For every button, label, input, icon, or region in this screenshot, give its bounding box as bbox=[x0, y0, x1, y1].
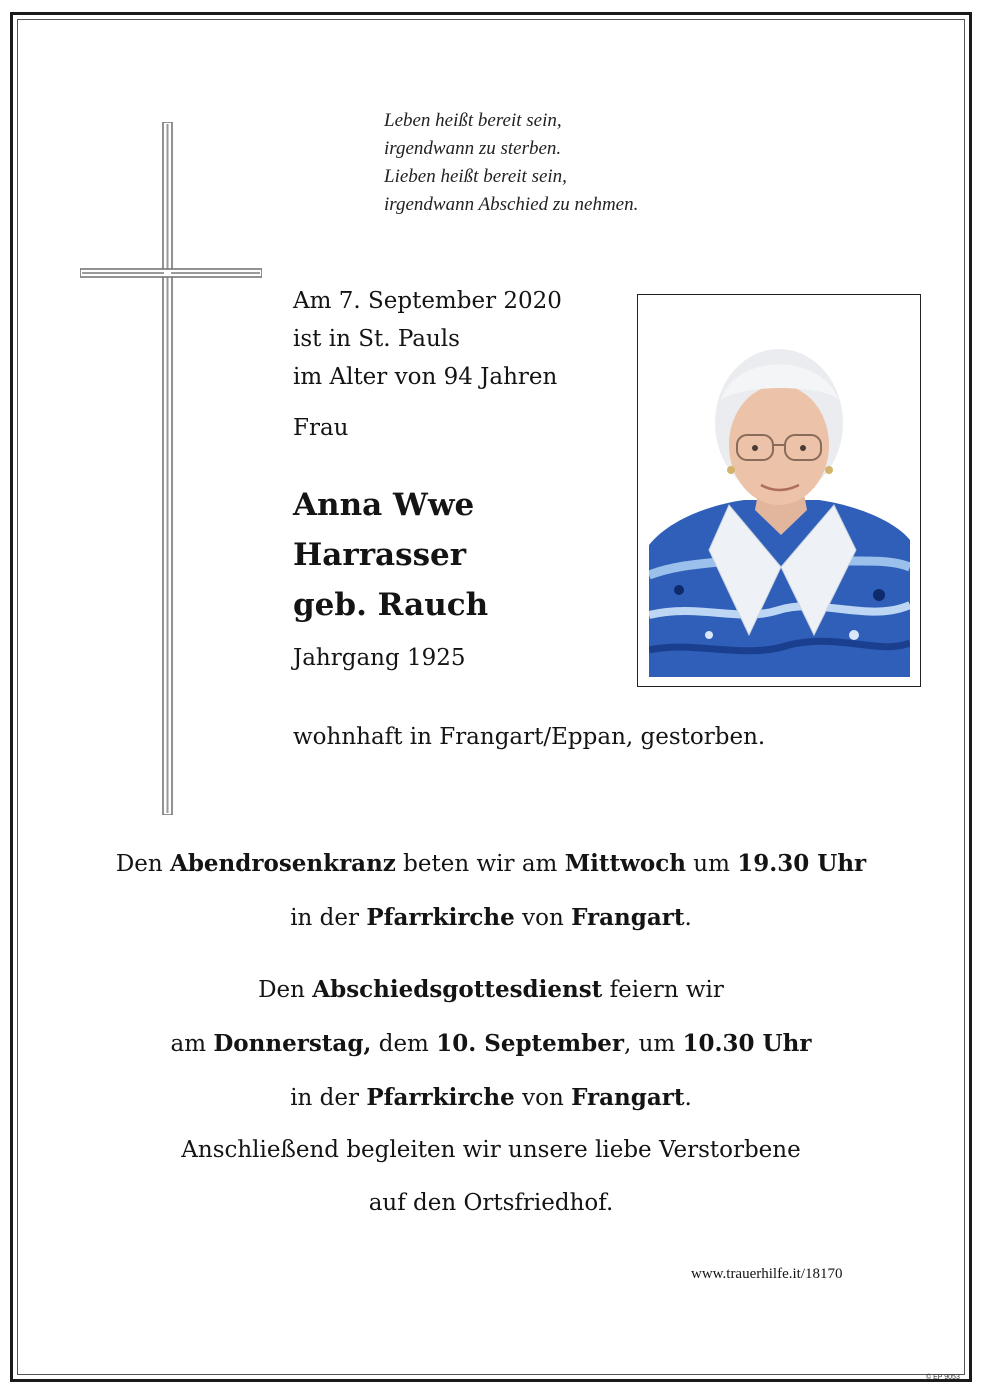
text-span: in der bbox=[290, 905, 367, 931]
text-span: in der bbox=[290, 1085, 367, 1111]
poem-line: Leben heißt bereit sein, bbox=[384, 110, 562, 131]
funeral-line-1 bbox=[0, 976, 982, 1003]
text-span: Den bbox=[258, 977, 313, 1003]
funeral-line-2 bbox=[0, 1030, 982, 1057]
intro-place: ist in St. Pauls bbox=[293, 326, 460, 352]
rosary-time: 19.30 Uhr bbox=[737, 850, 867, 877]
text-span: feiern wir bbox=[602, 977, 724, 1003]
text-span: um bbox=[686, 851, 738, 877]
rosary-line-1 bbox=[0, 850, 982, 877]
funeral-day: Donnerstag, bbox=[213, 1030, 372, 1057]
website-link[interactable]: www.trauerhilfe.it/18170 bbox=[691, 1266, 843, 1282]
funeral-village: Frangart bbox=[571, 1084, 685, 1111]
cross-icon bbox=[80, 122, 262, 815]
name-line: Anna Wwe bbox=[293, 487, 475, 523]
text-span: am bbox=[170, 1031, 214, 1057]
rosary-label: Abendrosenkranz bbox=[170, 850, 396, 877]
funeral-label: Abschiedsgottesdienst bbox=[312, 976, 603, 1003]
intro-age: im Alter von 94 Jahren bbox=[293, 364, 558, 390]
rosary-village: Frangart bbox=[571, 904, 685, 931]
name-line: geb. Rauch bbox=[293, 587, 489, 623]
salutation: Frau bbox=[293, 415, 349, 441]
portrait-photo bbox=[637, 294, 921, 687]
text-span: beten wir am bbox=[395, 851, 565, 877]
funeral-time: 10.30 Uhr bbox=[682, 1030, 812, 1057]
text-span: . bbox=[684, 1085, 692, 1111]
text-span: Den bbox=[115, 851, 170, 877]
funeral-line-5: auf den Ortsfriedhof. bbox=[368, 1190, 614, 1216]
funeral-date: 10. September bbox=[436, 1030, 624, 1057]
residence-line: wohnhaft in Frangart/Eppan, gestorben. bbox=[293, 724, 766, 750]
poem bbox=[384, 107, 638, 219]
rosary-day: Mittwoch bbox=[564, 850, 686, 877]
funeral-church: Pfarrkirche bbox=[366, 1084, 515, 1111]
text-span: dem bbox=[371, 1031, 437, 1057]
name-line: Harrasser bbox=[293, 537, 467, 573]
funeral-line-3 bbox=[0, 1084, 982, 1111]
text-span: von bbox=[514, 1085, 572, 1111]
deceased-name bbox=[293, 480, 488, 630]
poem-line: Lieben heißt bereit sein, bbox=[384, 166, 567, 187]
text-span: von bbox=[514, 905, 572, 931]
funeral-line-4: Anschließend begleiten wir unsere liebe Verstorbene bbox=[181, 1137, 801, 1163]
rosary-church: Pfarrkirche bbox=[366, 904, 515, 931]
print-code: © EP 9053 bbox=[926, 1374, 960, 1381]
poem-line: irgendwann Abschied zu nehmen. bbox=[384, 194, 639, 215]
poem-line: irgendwann zu sterben. bbox=[384, 138, 562, 159]
text-span: . bbox=[684, 905, 692, 931]
rosary-line-2 bbox=[0, 904, 982, 931]
birth-year: Jahrgang 1925 bbox=[293, 645, 466, 671]
intro-date: Am 7. September 2020 bbox=[293, 288, 562, 314]
death-notice-intro bbox=[293, 282, 562, 396]
text-span: , um bbox=[623, 1031, 683, 1057]
portrait-image bbox=[649, 305, 910, 677]
